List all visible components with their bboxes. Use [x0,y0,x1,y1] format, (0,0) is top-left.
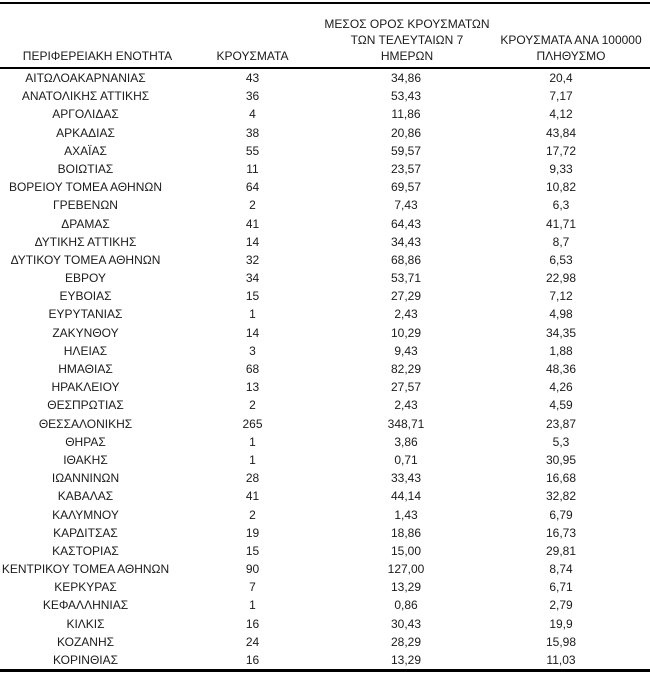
region-cell: ΑΝΑΤΟΛΙΚΗΣ ΑΤΤΙΚΗΣ [21,89,150,104]
per100k-cell: 8,7 [552,234,570,249]
table-row [0,68,650,87]
table-row [0,342,650,360]
col-header-per100k [492,3,650,68]
per100k-cell: 6,71 [549,580,573,595]
table-row [0,360,650,378]
table-row [0,378,650,396]
region-cell: ΖΑΚΥΝΘΟΥ [52,325,119,340]
table-row [0,396,650,414]
header-row [0,3,650,68]
table-row [0,578,650,596]
region-cell: ΙΩΑΝΝΙΝΩΝ [51,471,120,486]
region-cell: ΑΡΚΑΔΙΑΣ [56,125,115,140]
avg7-cell: 7,43 [394,198,418,213]
cases-cell: 28 [245,471,260,486]
table-row [0,451,650,469]
avg7-cell: 34,43 [390,234,422,249]
region-cell: ΚΙΛΚΙΣ [66,616,105,631]
avg7-cell: 0,71 [394,452,418,467]
cases-cell: 41 [245,216,260,231]
region-cell: ΗΜΑΘΙΑΣ [58,362,113,376]
avg7-cell: 13,29 [390,580,422,595]
per100k-cell: 22,98 [545,271,577,286]
region-cell: ΚΟΖΑΝΗΣ [56,634,115,649]
cases-cell: 36 [245,89,260,104]
avg7-cell: 2,43 [394,398,418,413]
cases-cell: 7 [249,580,256,595]
avg7-cell: 33,43 [390,471,422,486]
cases-cell: 15 [245,289,260,304]
avg7-cell: 10,29 [390,325,422,340]
region-cell: ΚΑΡΔΙΤΣΑΣ [53,525,118,540]
table-row [0,560,650,578]
table-row [0,615,650,633]
table-row [0,87,650,105]
per100k-cell: 23,87 [545,416,577,431]
per100k-cell: 19,9 [549,616,573,631]
region-cell: ΚΕΡΚΥΡΑΣ [54,580,117,595]
per100k-cell: 4,98 [549,307,573,322]
table-row [0,178,650,196]
per100k-cell: 20,4 [549,71,573,85]
cases-cell: 41 [245,489,260,504]
col-header-cases [195,3,310,68]
table-row [0,542,650,560]
cases-cell: 64 [245,180,260,195]
per100k-cell: 1,88 [549,343,573,358]
region-cell: ΕΒΡΟΥ [65,271,106,286]
col-header-avg7-line1: ΜΕΣΟΣ ΟΡΟΣ ΚΡΟΥΣΜΑΤΩΝ [324,17,490,31]
avg7-cell: 34,86 [390,71,422,85]
table-row [0,124,650,142]
avg7-cell: 11,86 [391,107,421,122]
col-header-avg7 [310,3,492,68]
cases-cell: 3 [249,343,256,358]
region-cell: ΒΟΙΩΤΙΑΣ [57,161,114,176]
avg7-cell: 53,71 [390,271,422,286]
table-body [0,68,650,671]
region-cell: ΑΙΤΩΛΟΑΚΑΡΝΑΝΙΑΣ [25,71,146,85]
cases-cell: 13 [245,380,260,395]
per100k-cell: 11,03 [546,653,576,667]
table-row [0,651,650,671]
per100k-cell: 6,53 [549,252,573,267]
region-cell: ΘΕΣΠΡΩΤΙΑΣ [47,398,124,413]
col-header-per100k-line2: ΠΛΗΘΥΣΜΟ [536,49,606,63]
cases-cell: 1 [249,307,256,322]
table-row [0,324,650,342]
per100k-cell: 29,81 [545,543,577,558]
avg7-cell: 127,00 [387,562,425,577]
per100k-cell: 30,95 [545,452,577,467]
region-cell: ΓΡΕΒΕΝΩΝ [53,198,118,213]
cases-cell: 38 [245,125,260,140]
table-row [0,469,650,487]
avg7-cell: 59,57 [390,143,422,158]
per100k-cell: 17,72 [545,143,577,158]
cases-cell: 55 [245,143,260,158]
region-cell: ΗΛΕΙΑΣ [63,343,108,358]
per100k-cell: 16,73 [545,525,577,540]
region-cell: ΚΑΛΥΜΝΟΥ [52,507,119,522]
per100k-cell: 6,79 [549,507,573,522]
cases-cell: 1 [249,434,256,449]
avg7-cell: 27,57 [390,380,422,395]
col-header-region [0,3,195,68]
cases-cell: 68 [245,362,260,376]
table-row [0,215,650,233]
avg7-cell: 15,00 [390,543,422,558]
region-cell: ΚΑΣΤΟΡΙΑΣ [52,543,119,558]
table-row [0,287,650,305]
per100k-cell: 8,74 [549,562,573,577]
table-row [0,251,650,269]
avg7-cell: 3,86 [394,434,418,449]
region-cell: ΔΡΑΜΑΣ [61,216,110,231]
table-row [0,415,650,433]
avg7-cell: 20,86 [390,125,422,140]
col-header-per100k-line1: ΚΡΟΥΣΜΑΤΑ ΑΝΑ 100000 [500,33,642,47]
cases-cell: 2 [249,398,256,413]
avg7-cell: 9,43 [394,343,418,358]
per100k-cell: 2,79 [549,598,573,613]
table-row [0,233,650,251]
avg7-cell: 69,57 [390,180,422,195]
cases-cell: 16 [245,616,260,631]
per100k-cell: 4,26 [549,380,573,395]
per100k-cell: 32,82 [545,489,577,504]
avg7-cell: 64,43 [390,216,422,231]
region-cell: ΔΥΤΙΚΗΣ ΑΤΤΙΚΗΣ [34,234,137,249]
col-header-region-label: ΠΕΡΙΦΕΡΕΙΑΚΗ ΕΝΟΤΗΤΑ [22,49,173,63]
cases-cell: 2 [249,198,256,213]
col-header-avg7-line3: ΗΜΕΡΩΝ [380,49,434,63]
avg7-cell: 30,43 [390,616,422,631]
per100k-cell: 7,17 [549,89,573,104]
region-cell: ΗΡΑΚΛΕΙΟΥ [51,380,120,395]
cases-cell: 90 [245,562,260,577]
avg7-cell: 18,86 [390,525,422,540]
cases-cell: 14 [245,325,260,340]
cases-cell: 32 [245,252,260,267]
avg7-cell: 1,43 [394,507,418,522]
per100k-cell: 7,12 [549,289,573,304]
cases-cell: 34 [245,271,260,286]
avg7-cell: 82,29 [390,362,422,376]
per100k-cell: 43,84 [545,125,577,140]
region-cell: ΘΕΣΣΑΛΟΝΙΚΗΣ [38,416,133,431]
regional-cases-table [0,2,650,672]
cases-cell: 4 [249,107,256,122]
table-row [0,433,650,451]
table-row [0,160,650,178]
per100k-cell: 41,71 [545,216,577,231]
per100k-cell: 6,3 [552,198,570,213]
region-cell: ΘΗΡΑΣ [65,434,106,449]
region-cell: ΚΕΝΤΡΙΚΟΥ ΤΟΜΕΑ ΑΘΗΝΩΝ [1,562,170,577]
per100k-cell: 4,59 [549,398,573,413]
region-cell: ΑΡΓΟΛΙΔΑΣ [52,107,119,122]
cases-cell: 19 [245,525,260,540]
table-row [0,633,650,651]
per100k-cell: 10,82 [545,180,577,195]
cases-cell: 24 [245,634,260,649]
per100k-cell: 34,35 [545,325,577,340]
region-cell: ΕΥΒΟΙΑΣ [59,289,112,304]
avg7-cell: 13,29 [390,653,422,667]
cases-cell: 43 [245,71,260,85]
region-cell: ΙΘΑΚΗΣ [63,452,108,467]
table-row [0,196,650,214]
avg7-cell: 23,57 [390,161,422,176]
cases-cell: 15 [245,543,260,558]
avg7-cell: 28,29 [390,634,422,649]
avg7-cell: 27,29 [390,289,422,304]
region-cell: ΑΧΑΪΑΣ [64,143,107,158]
per100k-cell: 5,3 [552,434,570,449]
table-row [0,142,650,160]
avg7-cell: 53,43 [390,89,422,104]
cases-cell: 16 [245,653,260,667]
table-row [0,524,650,542]
region-cell: ΚΑΒΑΛΑΣ [57,489,114,504]
cases-cell: 2 [249,507,256,522]
table-row [0,269,650,287]
per100k-cell: 9,33 [549,161,573,176]
cases-cell: 1 [249,598,256,613]
per100k-cell: 15,98 [545,634,577,649]
region-cell: ΔΥΤΙΚΟΥ ΤΟΜΕΑ ΑΘΗΝΩΝ [10,252,161,267]
col-header-cases-label: ΚΡΟΥΣΜΑΤΑ [216,49,289,63]
table-row [0,105,650,123]
per100k-cell: 4,12 [549,107,573,122]
avg7-cell: 2,43 [394,307,418,322]
avg7-cell: 0,86 [394,598,418,613]
table-header [0,3,650,68]
cases-cell: 11 [246,161,259,176]
region-cell: ΚΟΡΙΝΘΙΑΣ [52,653,119,667]
avg7-cell: 68,86 [390,252,422,267]
avg7-cell: 44,14 [390,489,422,504]
region-cell: ΕΥΡΥΤΑΝΙΑΣ [48,307,123,322]
cases-cell: 1 [249,452,256,467]
table-row [0,305,650,323]
region-cell: ΒΟΡΕΙΟΥ ΤΟΜΕΑ ΑΘΗΝΩΝ [8,180,163,195]
avg7-cell: 348,71 [387,416,425,431]
col-header-avg7-line2: ΤΩΝ ΤΕΛΕΥΤΑΙΩΝ 7 [350,33,464,47]
per100k-cell: 16,68 [545,471,577,486]
table-row [0,487,650,505]
table-row [0,506,650,524]
cases-cell: 14 [245,234,260,249]
table-row [0,596,650,614]
cases-cell: 265 [242,416,263,431]
per100k-cell: 48,36 [545,362,577,376]
region-cell: ΚΕΦΑΛΛΗΝΙΑΣ [42,598,129,613]
